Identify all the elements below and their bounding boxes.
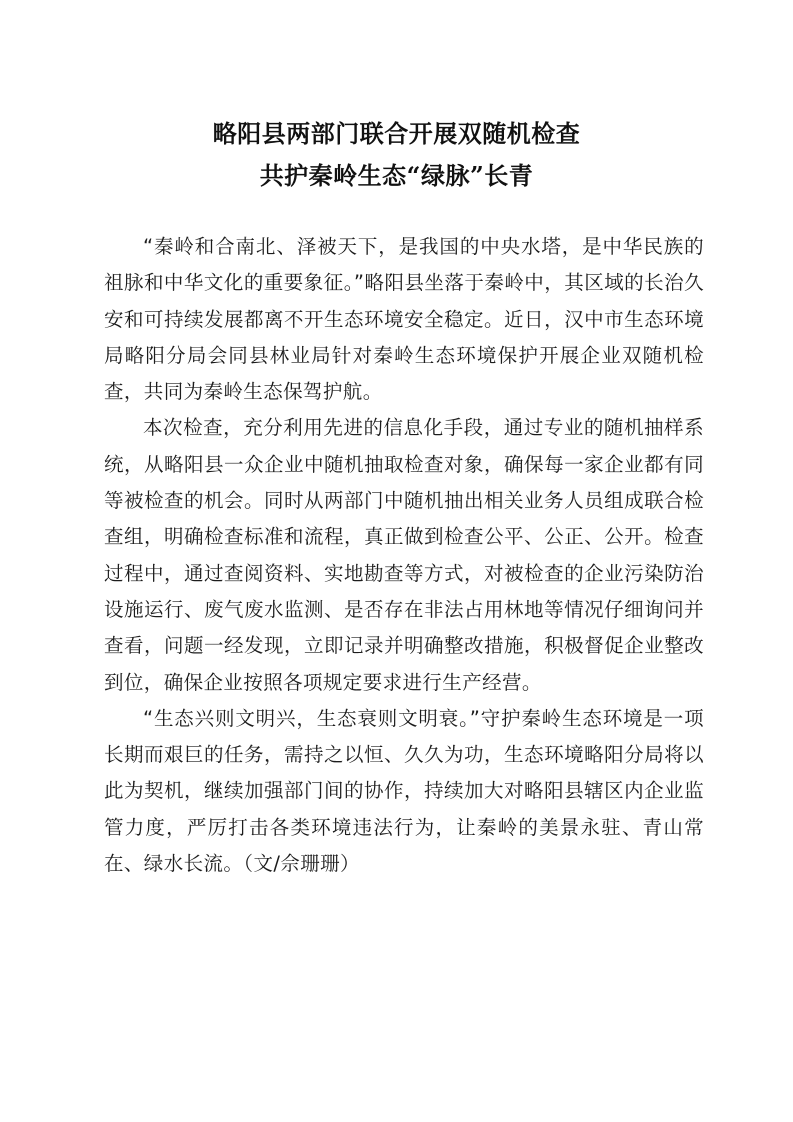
title-line-1: 略阳县两部门联合开展双随机检查 <box>212 119 581 148</box>
paragraph-3: “生态兴则文明兴，生态衰则文明衰。”守护秦岭生态环境是一项长期而艰巨的任务，需持之以恒、久久为功，生态环境略阳分局将以此为契机，继续加强部门间的协作，持续加大对略阳县辖区内企业监管力度，严厉打击各类环境违法行为，让秦岭的美景永驻、青山常在、绿水长流。（文/佘珊珊） <box>104 706 704 876</box>
title-line-2: 共护秦岭生态“绿脉”长青 <box>259 161 534 190</box>
paragraph-1: “秦岭和合南北、泽被天下，是我国的中央水塔，是中华民族的祖脉和中华文化的重要象征。”略阳县坐落于秦岭中，其区域的长治久安和可持续发展都离不开生态环境安全稳定。近日，汉中市生态环境局略阳分局会同县林业局针对秦岭生态环境保护开展企业双随机检查，共同为秦岭生态保驾护航。 <box>104 235 704 404</box>
article-title <box>0 113 793 197</box>
paragraph-2: 本次检查，充分利用先进的信息化手段，通过专业的随机抽样系统，从略阳县一众企业中随机抽取检查对象，确保每一家企业都有同等被检查的机会。同时从两部门中随机抽出相关业务人员组成联合检查组，明确检查标准和流程，真正做到检查公平、公正、公开。检查过程中，通过查阅资料、实地勘查等方式，对被检查的企业污染防治设施运行、废气废水监测、是否存在非法占用林地等情况仔细询问并查看，问题一经发现，立即记录并明确整改措施，积极督促企业整改到位，确保企业按照各项规定要求进行生产经营。 <box>104 416 704 694</box>
article-body <box>104 229 704 882</box>
